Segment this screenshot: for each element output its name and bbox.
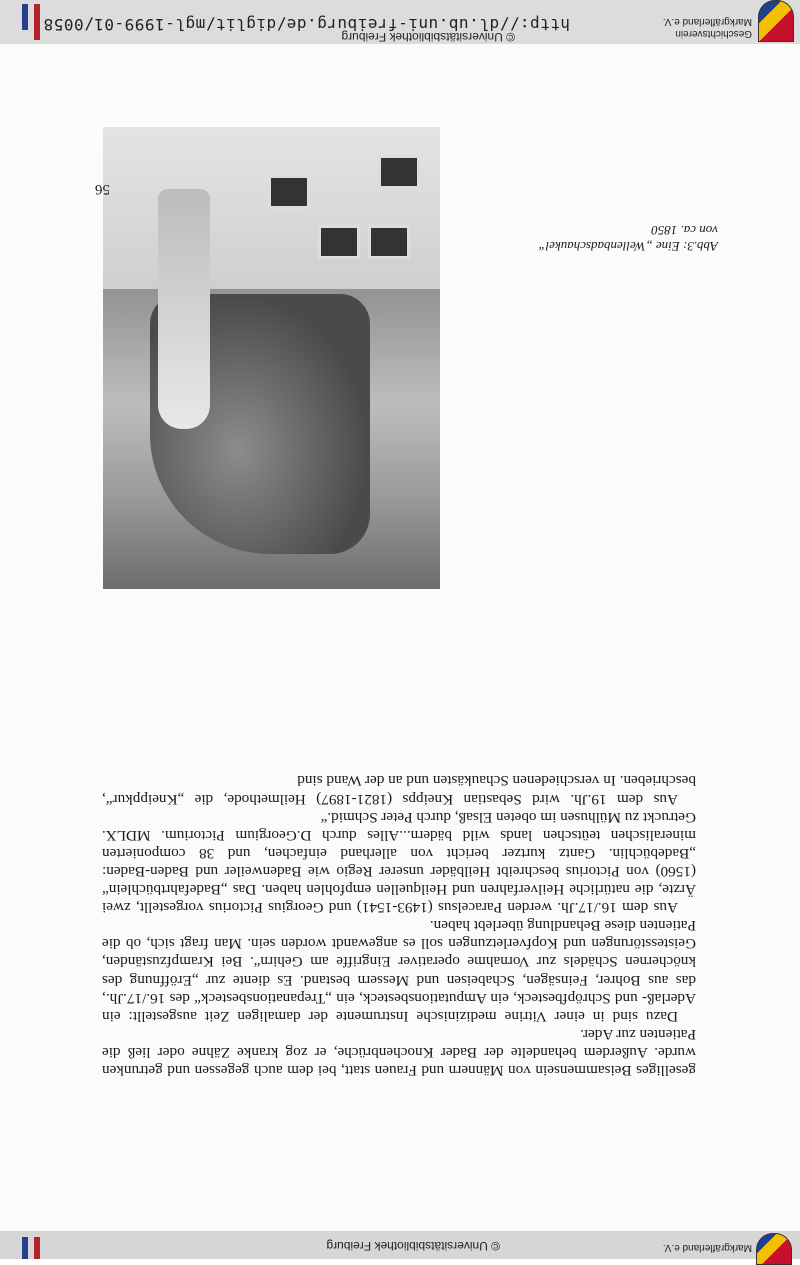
library-logo-icon: [22, 4, 28, 30]
footer-copyright: © Universitätsbibliothek Freiburg: [326, 1239, 500, 1253]
footer-logo-icon: [34, 1237, 40, 1259]
body-text: [102, 771, 696, 1079]
photo-frame: [378, 155, 420, 189]
paragraph: Aus dem 16./17.Jh. werden Paracelsus (1493-1541) und Georgius Pictorius vorgestellt, zwei Ärzte, die natürliche Heilverfahren und Heilquellen empfohlen haben. Das „Badefahrtbüchlein“ (1560) von Pictorius beschreibt Heilbäder unserer Regio wie Badenweiler und Baden-Baden: „Badebüchlin. Gantz kurtzer bericht von allerhand einfachen, und 38 componierten mineralischen teütschen lands wild bädern...Alles durch D.Georgium Pictorium. MDLX. Getruckt zu Mülhusen im obeten Elsaß, durch Peter Schmid.“: [102, 808, 696, 917]
figure-caption: [458, 222, 718, 254]
wave-bath-photo: [103, 127, 440, 589]
page-number: 56: [95, 181, 110, 197]
society-crest-icon: [758, 0, 794, 42]
paragraph: Dazu sind in einer Vitrine medizinische Instrumente der damaligen Zeit ausgestellt: ein Aderlaß- und Schröpfbesteck, ein Amputationsbesteck, ein „Trepanationsbesteck“ des 16./17.Jh., das aus Bohrer, Feinsägen, Schabeisen und Messern bestand. Es diente zur „Eröffnung des knöchernen Schädels zur Vornahme operativer Eingriffe am Gehirn“. Bei Krampfzuständen, Geistesstörungen und Kopfverletzungen soll es angewandt worden sein. Man fragt sich, ob die Patienten diese Behandlung überlebt haben.: [102, 917, 696, 1025]
footer-society: Markgräflerland e.V.: [662, 1242, 752, 1253]
caption-line-2: von ca. 1850: [651, 223, 718, 238]
footer-crest-icon: [756, 1233, 792, 1265]
library-logo-icon: [34, 4, 40, 40]
photo-frame: [318, 225, 360, 259]
paragraph: geselliges Beisammensein von Männern und Frauen statt, bei dem auch gegessen und getrunken wurde. Außerdem behandelte der Bader Knochenbrüche, er zog kranke Zähne oder ließ die Patienten zur Ader.: [102, 1025, 696, 1079]
source-url[interactable]: http://dl.ub.uni-freiburg.de/diglit/mgl-1999-01/0058: [43, 15, 570, 34]
library-copyright: © Universitätsbibliothek Freiburg: [341, 30, 515, 44]
header-strip: [0, 0, 800, 44]
photo-frame: [368, 225, 410, 259]
society-name: Geschichtsverein Markgräflerland e.V.: [662, 16, 752, 39]
footer-strip: [0, 1231, 800, 1259]
photo-figure: [158, 189, 210, 429]
photo-frame: [268, 175, 310, 209]
paragraph: Aus dem 19.Jh. wird Sebastian Kneipps (1821-1897) Heilmethode, die „Kneippkur“, beschrieben. In verschiedenen Schaukästen und an der Wand sind: [102, 772, 696, 808]
footer-logo-icon: [22, 1237, 28, 1259]
caption-line-1: Abb.3: Eine „Wellenbadschaukel“: [538, 239, 718, 254]
